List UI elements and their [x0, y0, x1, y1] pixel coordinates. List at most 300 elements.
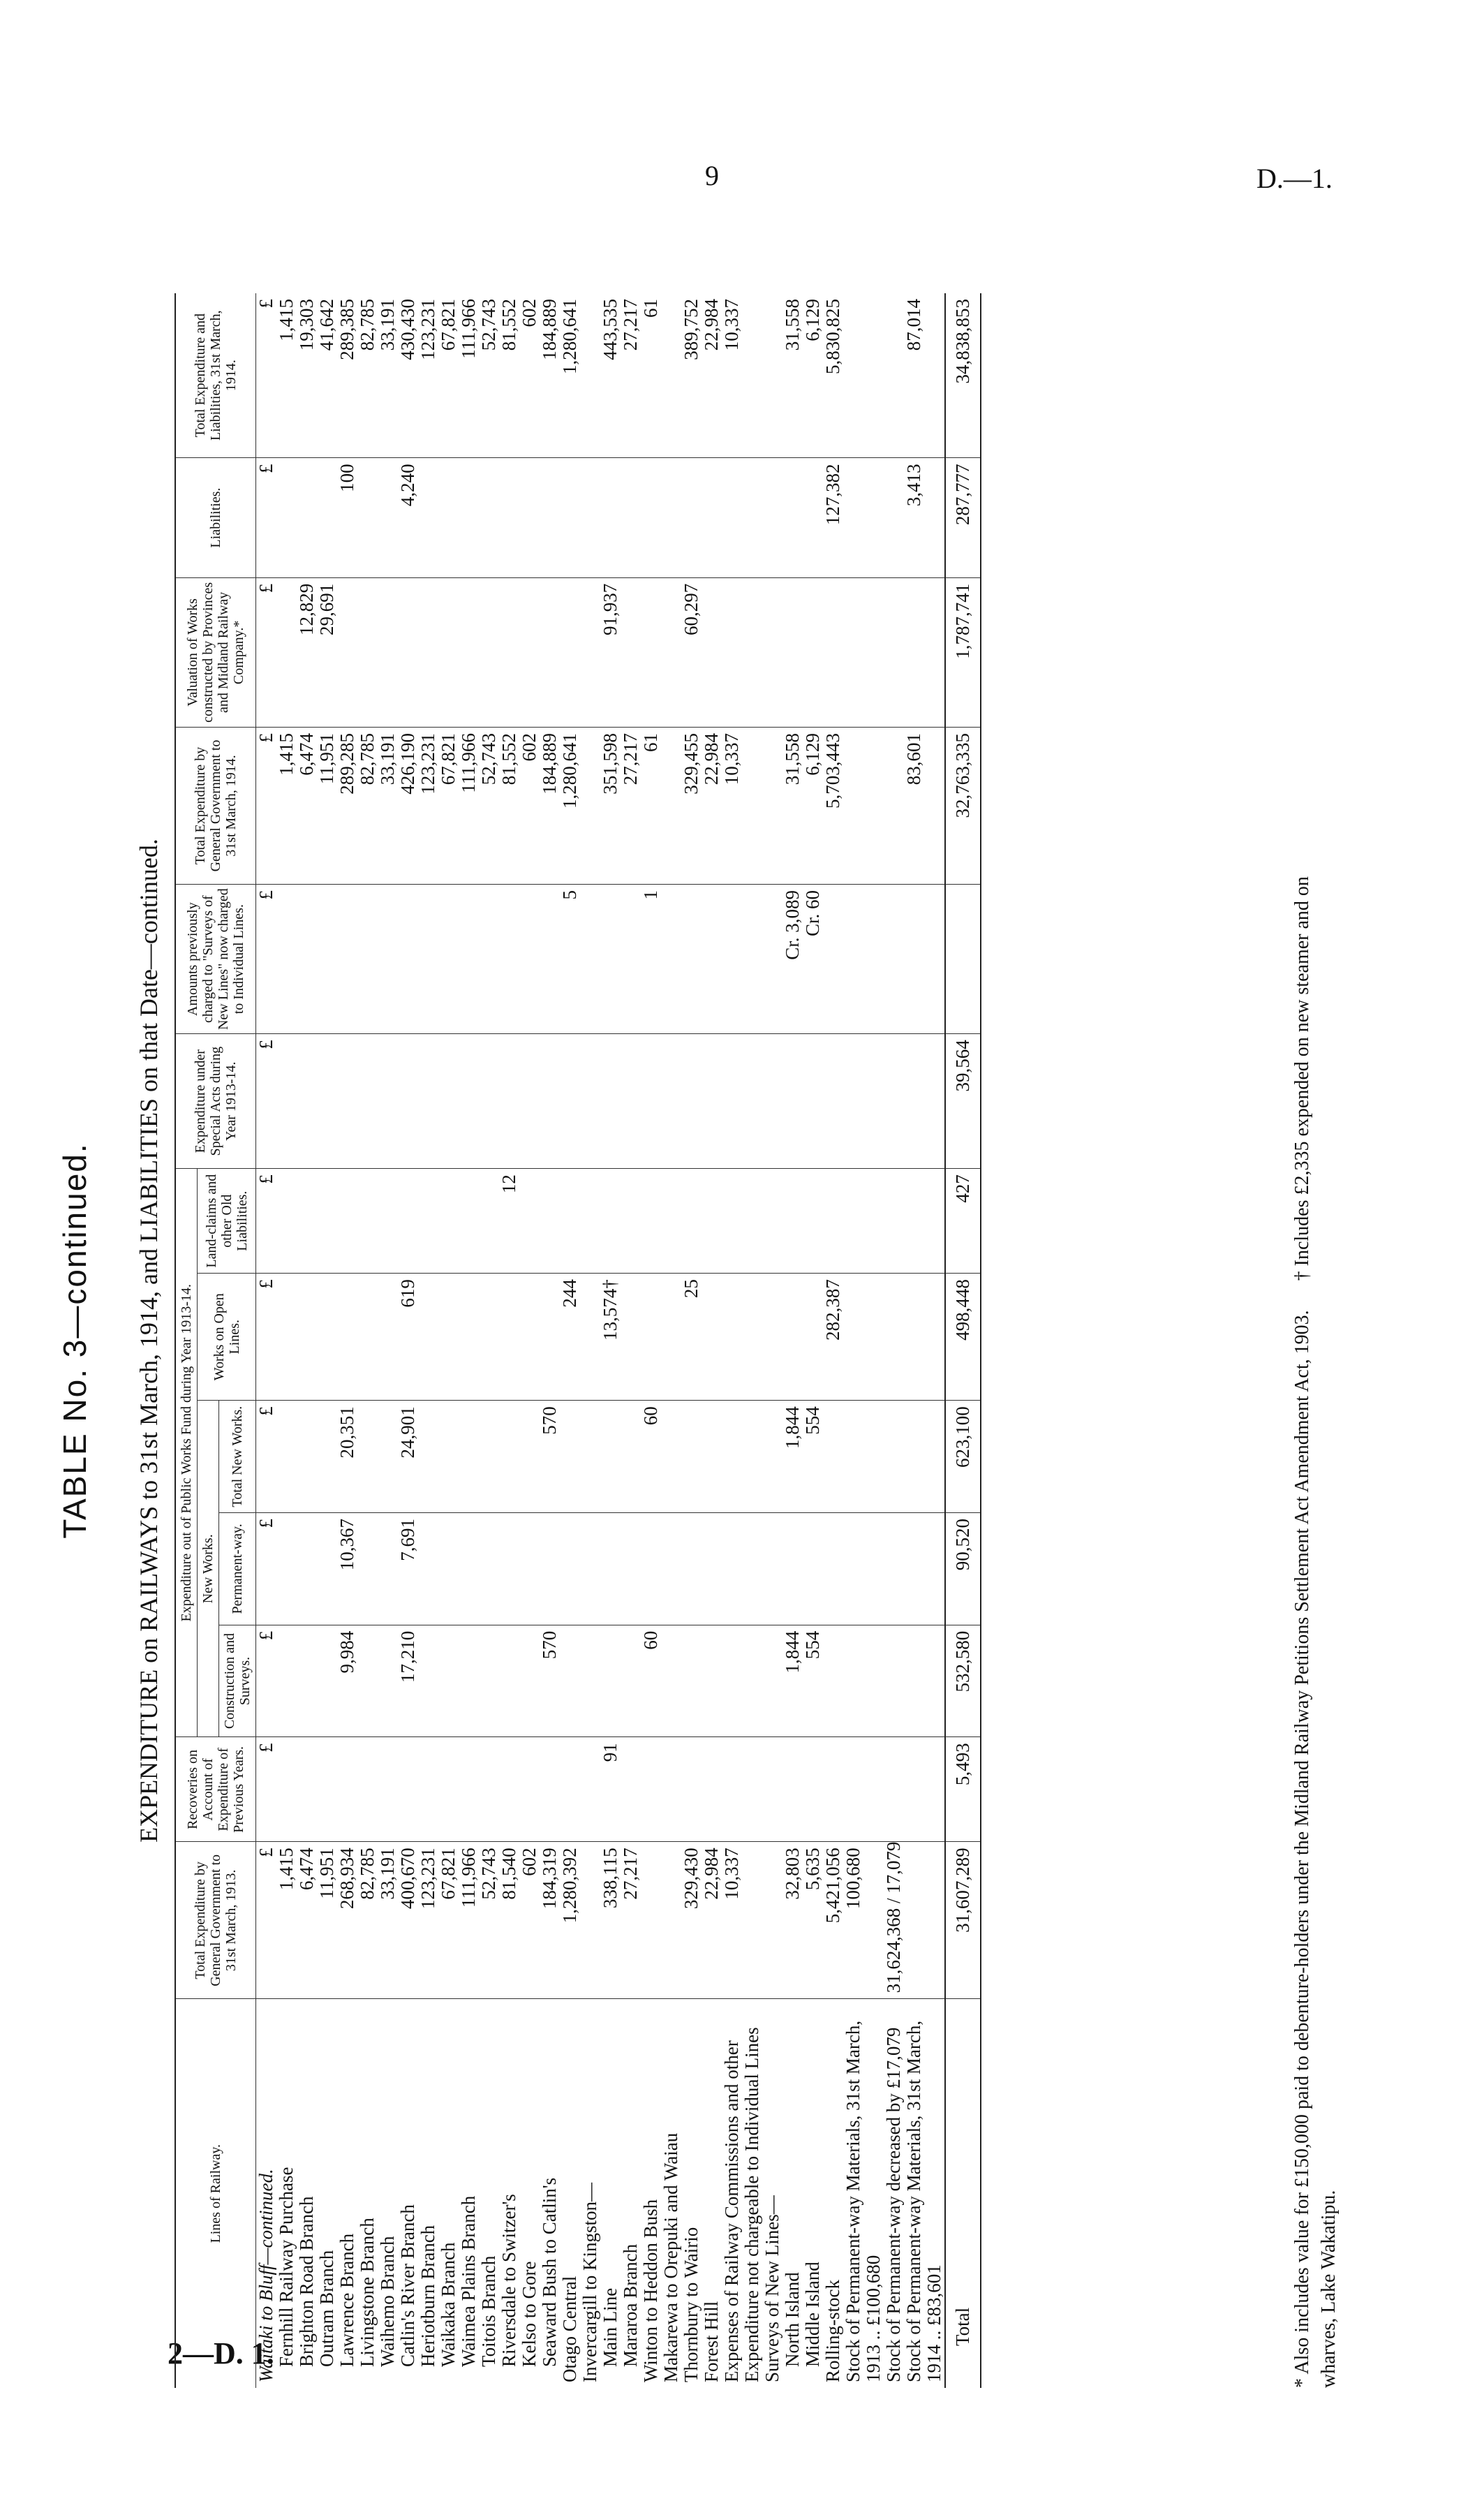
- row-value: £: [256, 293, 277, 458]
- row-value: [702, 1737, 722, 1842]
- row-label: Stock of Permanent-way Materials, 31st March, 1913 .. £100,680: [843, 2020, 884, 2382]
- row-value: [580, 885, 600, 1034]
- row-value: 67,821: [438, 1842, 459, 1999]
- table-row: [904, 293, 945, 2388]
- row-value: [600, 1169, 621, 1274]
- row-value: [904, 885, 945, 1034]
- row-value: [681, 885, 702, 1034]
- row-value: [621, 458, 641, 577]
- row-value: [418, 1034, 438, 1169]
- row-value: [681, 1034, 702, 1169]
- row-value: [276, 1169, 297, 1274]
- row-value: [459, 1625, 479, 1737]
- row-value: [459, 458, 479, 577]
- header-surveys-charged: Amounts previously charged to "Surveys of New Lines" now charged to Individual Lines.: [175, 885, 256, 1034]
- row-value: 25: [681, 1274, 702, 1401]
- row-value: [702, 1274, 722, 1401]
- row-value: [459, 1513, 479, 1625]
- row-value: 27,217: [621, 728, 641, 885]
- row-value: 123,231: [418, 293, 438, 458]
- row-value: [580, 577, 600, 727]
- row-value: [762, 885, 782, 1034]
- table-row: [560, 293, 580, 2388]
- row-value: 13,574†: [600, 1274, 621, 1401]
- row-value: [884, 1169, 904, 1274]
- row-value: [459, 1274, 479, 1401]
- row-value: [823, 1401, 843, 1513]
- table-row: [540, 293, 560, 2388]
- row-value: [357, 1625, 378, 1737]
- row-value: 5,635: [803, 1842, 823, 1999]
- row-value: [317, 1169, 337, 1274]
- row-value: 1,844: [782, 1401, 803, 1513]
- row-value: [499, 1274, 519, 1401]
- row-value: [762, 1034, 782, 1169]
- row-label: Outram Branch: [316, 2250, 337, 2367]
- row-value: 570: [540, 1401, 560, 1513]
- row-value: [378, 1737, 398, 1842]
- table-row: [762, 293, 782, 2388]
- table-row: [459, 293, 479, 2388]
- row-value: [580, 1169, 600, 1274]
- row-value: [661, 1401, 681, 1513]
- row-value: [641, 1274, 661, 1401]
- row-value: 338,115: [600, 1842, 621, 1999]
- row-value: 5: [560, 885, 580, 1034]
- row-value: 184,319: [540, 1842, 560, 1999]
- row-value: 41,642: [317, 293, 337, 458]
- row-value: [560, 1513, 580, 1625]
- row-value: [378, 1034, 398, 1169]
- row-value: [621, 1401, 641, 1513]
- row-value: 82,785: [357, 293, 378, 458]
- header-recoveries: Recoveries on Account of Expenditure of Previous Years.: [175, 1737, 256, 1842]
- row-value: £: [256, 458, 277, 577]
- row-value: [297, 1401, 317, 1513]
- row-value: 1,415: [276, 1842, 297, 1999]
- row-value: [722, 577, 762, 727]
- row-value: [580, 293, 600, 458]
- row-value: [823, 1034, 843, 1169]
- row-value: 351,598: [600, 728, 621, 885]
- row-value: [378, 885, 398, 1034]
- row-value: [803, 577, 823, 727]
- row-value: 268,934: [337, 1842, 357, 1999]
- row-value: [661, 458, 681, 577]
- row-value: [782, 1169, 803, 1274]
- row-value: 289,285: [337, 728, 357, 885]
- row-value: [884, 458, 904, 577]
- row-value: £: [256, 1274, 277, 1401]
- row-value: [276, 1034, 297, 1169]
- row-value: [884, 1034, 904, 1169]
- row-value: 329,430: [681, 1842, 702, 1999]
- row-value: [681, 458, 702, 577]
- row-value: [297, 885, 317, 1034]
- row-value: [317, 1401, 337, 1513]
- row-value: 82,785: [357, 1842, 378, 1999]
- row-value: [904, 1169, 945, 1274]
- row-value: [438, 885, 459, 1034]
- row-value: [459, 1401, 479, 1513]
- row-value: [904, 1625, 945, 1737]
- row-value: 5,703,443: [823, 728, 843, 885]
- total-value: 31,607,289: [945, 1842, 981, 1999]
- row-value: [904, 1274, 945, 1401]
- row-value: £: [256, 885, 277, 1034]
- header-valuation: Valuation of Works constructed by Provinces and Midland Railway Company.*: [175, 577, 256, 727]
- table-row: [418, 293, 438, 2388]
- row-value: [357, 1169, 378, 1274]
- row-value: [357, 885, 378, 1034]
- row-value: 3,413: [904, 458, 945, 577]
- total-value: 90,520: [945, 1513, 981, 1625]
- table-row: [357, 293, 378, 2388]
- total-value: 32,763,335: [945, 728, 981, 885]
- row-value: [540, 1737, 560, 1842]
- row-value: [499, 1625, 519, 1737]
- row-value: [722, 458, 762, 577]
- row-value: 52,743: [479, 728, 499, 885]
- row-value: [459, 1737, 479, 1842]
- row-value: 31,558: [782, 293, 803, 458]
- row-value: [681, 1737, 702, 1842]
- table-row: [519, 293, 540, 2388]
- row-value: [297, 1034, 317, 1169]
- row-value: [722, 1401, 762, 1513]
- table-row: [884, 293, 904, 2388]
- row-value: [297, 1513, 317, 1625]
- row-value: [519, 1169, 540, 1274]
- row-value: 6,474: [297, 1842, 317, 1999]
- row-value: [560, 1401, 580, 1513]
- row-value: [661, 1274, 681, 1401]
- row-value: [357, 458, 378, 577]
- row-value: [378, 1274, 398, 1401]
- row-value: 27,217: [621, 293, 641, 458]
- total-value: 5,493: [945, 1737, 981, 1842]
- row-value: [621, 885, 641, 1034]
- row-value: 5,421,056: [823, 1842, 843, 1999]
- row-value: [540, 458, 560, 577]
- row-value: [702, 1034, 722, 1169]
- row-value: 602: [519, 1842, 540, 1999]
- row-value: [884, 293, 904, 458]
- row-value: [823, 577, 843, 727]
- row-value: [702, 458, 722, 577]
- row-value: 20,351: [337, 1401, 357, 1513]
- row-value: [904, 1737, 945, 1842]
- header-lines: Lines of Railway.: [175, 1999, 256, 2388]
- table-row: [600, 293, 621, 2388]
- row-label: Forest Hill: [701, 2301, 722, 2382]
- row-value: [479, 1401, 499, 1513]
- row-value: [823, 1513, 843, 1625]
- row-value: [499, 458, 519, 577]
- row-value: [398, 1034, 418, 1169]
- table-row: [337, 293, 357, 2388]
- row-value: [621, 1034, 641, 1169]
- table-row: [297, 293, 317, 2388]
- row-value: [378, 1625, 398, 1737]
- row-label: Seaward Bush to Catlin's: [539, 2177, 560, 2367]
- row-value: [722, 1513, 762, 1625]
- row-value: 31,624,368 / 17,079: [884, 1842, 904, 1999]
- row-value: 22,984: [702, 728, 722, 885]
- row-value: [580, 1274, 600, 1401]
- row-value: 6,129: [803, 728, 823, 885]
- row-value: [823, 885, 843, 1034]
- row-value: 82,785: [357, 728, 378, 885]
- row-value: [904, 1401, 945, 1513]
- row-value: [762, 1401, 782, 1513]
- row-value: [276, 577, 297, 727]
- row-value: 100,680: [843, 1842, 884, 1999]
- row-value: [297, 458, 317, 577]
- row-value: 426,190: [398, 728, 418, 885]
- row-label: Makarewa to Orepuki and Waiau: [660, 2132, 681, 2382]
- row-value: 52,743: [479, 293, 499, 458]
- row-value: £: [256, 1737, 277, 1842]
- row-value: [398, 1169, 418, 1274]
- row-value: [560, 1034, 580, 1169]
- row-value: [884, 1737, 904, 1842]
- row-value: 33,191: [378, 728, 398, 885]
- row-value: [276, 885, 297, 1034]
- row-value: [904, 1513, 945, 1625]
- row-value: [479, 1274, 499, 1401]
- row-value: [641, 1513, 661, 1625]
- row-value: [782, 1274, 803, 1401]
- row-value: [357, 1737, 378, 1842]
- row-value: [560, 1737, 580, 1842]
- row-value: 19,303: [297, 293, 317, 458]
- total-value: 34,838,853: [945, 293, 981, 458]
- row-value: [621, 1169, 641, 1274]
- row-value: [297, 1737, 317, 1842]
- row-value: [357, 1401, 378, 1513]
- table-row: [479, 293, 499, 2388]
- row-value: [762, 1737, 782, 1842]
- row-value: [276, 1513, 297, 1625]
- row-value: [722, 1625, 762, 1737]
- row-value: [540, 885, 560, 1034]
- row-value: 7,691: [398, 1513, 418, 1625]
- row-value: 17,210: [398, 1625, 418, 1737]
- table-row: [378, 293, 398, 2388]
- row-value: 24,901: [398, 1401, 418, 1513]
- row-value: [722, 1737, 762, 1842]
- footnote-star: [1291, 293, 1314, 2388]
- row-label: Middle Island: [802, 2262, 823, 2367]
- row-value: [641, 577, 661, 727]
- row-label: Waihemo Branch: [377, 2236, 398, 2367]
- row-value: [519, 1625, 540, 1737]
- row-value: [519, 1737, 540, 1842]
- row-value: [762, 1169, 782, 1274]
- row-value: 9,984: [337, 1625, 357, 1737]
- row-value: [722, 885, 762, 1034]
- row-value: [884, 885, 904, 1034]
- row-value: 60: [641, 1625, 661, 1737]
- total-value: [945, 885, 981, 1034]
- row-value: [580, 1401, 600, 1513]
- row-value: [378, 1513, 398, 1625]
- row-value: [600, 1034, 621, 1169]
- row-value: 400,670: [398, 1842, 418, 1999]
- row-value: £: [256, 577, 277, 727]
- row-value: [803, 458, 823, 577]
- row-value: [823, 1169, 843, 1274]
- row-value: [479, 1034, 499, 1169]
- row-value: 61: [641, 728, 661, 885]
- row-value: [276, 1274, 297, 1401]
- row-value: [600, 1401, 621, 1513]
- row-value: 111,966: [459, 1842, 479, 1999]
- row-value: [459, 577, 479, 727]
- row-value: [438, 1274, 459, 1401]
- row-value: 32,803: [782, 1842, 803, 1999]
- row-value: 602: [519, 293, 540, 458]
- row-value: 184,889: [540, 728, 560, 885]
- row-value: 289,385: [337, 293, 357, 458]
- row-value: £: [256, 728, 277, 885]
- row-value: [519, 1034, 540, 1169]
- row-value: 184,889: [540, 293, 560, 458]
- row-value: 29,691: [317, 577, 337, 727]
- row-value: [499, 1034, 519, 1169]
- row-label: Otago Central: [559, 2276, 580, 2382]
- row-value: [580, 1034, 600, 1169]
- row-value: 1,280,641: [560, 293, 580, 458]
- table-row: [398, 293, 418, 2388]
- row-value: [843, 1737, 884, 1842]
- row-value: [519, 1401, 540, 1513]
- row-value: 11,951: [317, 728, 337, 885]
- row-value: [621, 1513, 641, 1625]
- row-value: [884, 1625, 904, 1737]
- row-value: [782, 577, 803, 727]
- row-value: £: [256, 1842, 277, 1999]
- row-label: North Island: [782, 2272, 803, 2367]
- row-value: 52,743: [479, 1842, 499, 1999]
- total-row: [945, 293, 981, 2388]
- row-value: [661, 577, 681, 727]
- row-value: [681, 1513, 702, 1625]
- row-value: [337, 1169, 357, 1274]
- row-value: 67,821: [438, 293, 459, 458]
- row-value: [580, 728, 600, 885]
- row-value: [843, 458, 884, 577]
- row-value: 22,984: [702, 1842, 722, 1999]
- row-value: [337, 885, 357, 1034]
- row-value: [803, 1737, 823, 1842]
- row-label: Fernhill Railway Purchase: [276, 2167, 297, 2367]
- row-value: 81,540: [499, 1842, 519, 1999]
- row-value: Cr. 60: [803, 885, 823, 1034]
- row-value: 27,217: [621, 1842, 641, 1999]
- row-value: [418, 1737, 438, 1842]
- row-value: 31,558: [782, 728, 803, 885]
- row-value: 570: [540, 1625, 560, 1737]
- row-label: Riversdale to Switzer's: [498, 2194, 519, 2367]
- row-value: [702, 1169, 722, 1274]
- row-value: [276, 1401, 297, 1513]
- footnote-dagger-text: † Includes £2,335 expended on new steamer and on: [1291, 876, 1313, 1281]
- table-subtitle: EXPENDITURE on RAILWAYS to 31st March, 1914, and LIABILITIES on that Date—continued.: [135, 839, 163, 1843]
- row-value: [843, 1625, 884, 1737]
- row-label: Rolling-stock: [822, 2280, 843, 2382]
- row-value: [661, 885, 681, 1034]
- header-pwf-group: Expenditure out of Public Works Fund during Year 1913-14.: [175, 1169, 198, 1737]
- row-value: 10,337: [722, 1842, 762, 1999]
- row-value: [276, 458, 297, 577]
- row-value: [459, 885, 479, 1034]
- row-value: [722, 1274, 762, 1401]
- row-value: [884, 1274, 904, 1401]
- row-value: £: [256, 1034, 277, 1169]
- row-label: Heriotburn Branch: [417, 2225, 438, 2367]
- row-value: [702, 1625, 722, 1737]
- header-liabilities: Liabilities.: [175, 458, 256, 577]
- row-value: [317, 458, 337, 577]
- row-value: [459, 1034, 479, 1169]
- row-value: 1: [641, 885, 661, 1034]
- total-value: 498,448: [945, 1274, 981, 1401]
- row-label: Main Line: [600, 2287, 621, 2367]
- row-value: [641, 1737, 661, 1842]
- row-value: [418, 1513, 438, 1625]
- row-value: [762, 1513, 782, 1625]
- header-total-1913: Total Expenditure by General Government to 31st March, 1913.: [175, 1842, 256, 1999]
- row-value: [803, 1274, 823, 1401]
- row-value: 111,966: [459, 293, 479, 458]
- header-permanent-way: Permanent-way.: [219, 1513, 256, 1625]
- row-label: Toitois Branch: [478, 2255, 499, 2367]
- row-value: 91: [600, 1737, 621, 1842]
- row-value: [762, 458, 782, 577]
- row-value: 60: [641, 1401, 661, 1513]
- row-value: [762, 728, 782, 885]
- row-value: [600, 1625, 621, 1737]
- table-row: [256, 293, 277, 2388]
- row-label: Invercargill to Kingston—: [579, 2183, 600, 2382]
- row-value: [418, 1401, 438, 1513]
- table-row: [782, 293, 803, 2388]
- row-label: Stock of Permanent-way decreased by £17,079: [883, 2027, 904, 2382]
- row-label: Lawrence Branch: [336, 2233, 357, 2367]
- row-value: [843, 1034, 884, 1169]
- row-value: [540, 1513, 560, 1625]
- row-value: [317, 1625, 337, 1737]
- row-value: 6,129: [803, 293, 823, 458]
- row-value: [803, 1169, 823, 1274]
- row-value: [580, 458, 600, 577]
- row-value: [661, 1625, 681, 1737]
- header-construction: Construction and Surveys.: [219, 1625, 256, 1737]
- row-value: [884, 577, 904, 727]
- row-value: [519, 1274, 540, 1401]
- row-value: [276, 1737, 297, 1842]
- row-value: [762, 1625, 782, 1737]
- document-reference-top: D.—1.: [1256, 163, 1333, 194]
- row-value: [479, 1625, 499, 1737]
- row-value: [317, 1737, 337, 1842]
- row-value: [357, 577, 378, 727]
- row-value: [337, 1737, 357, 1842]
- table-row: [317, 293, 337, 2388]
- row-value: [762, 293, 782, 458]
